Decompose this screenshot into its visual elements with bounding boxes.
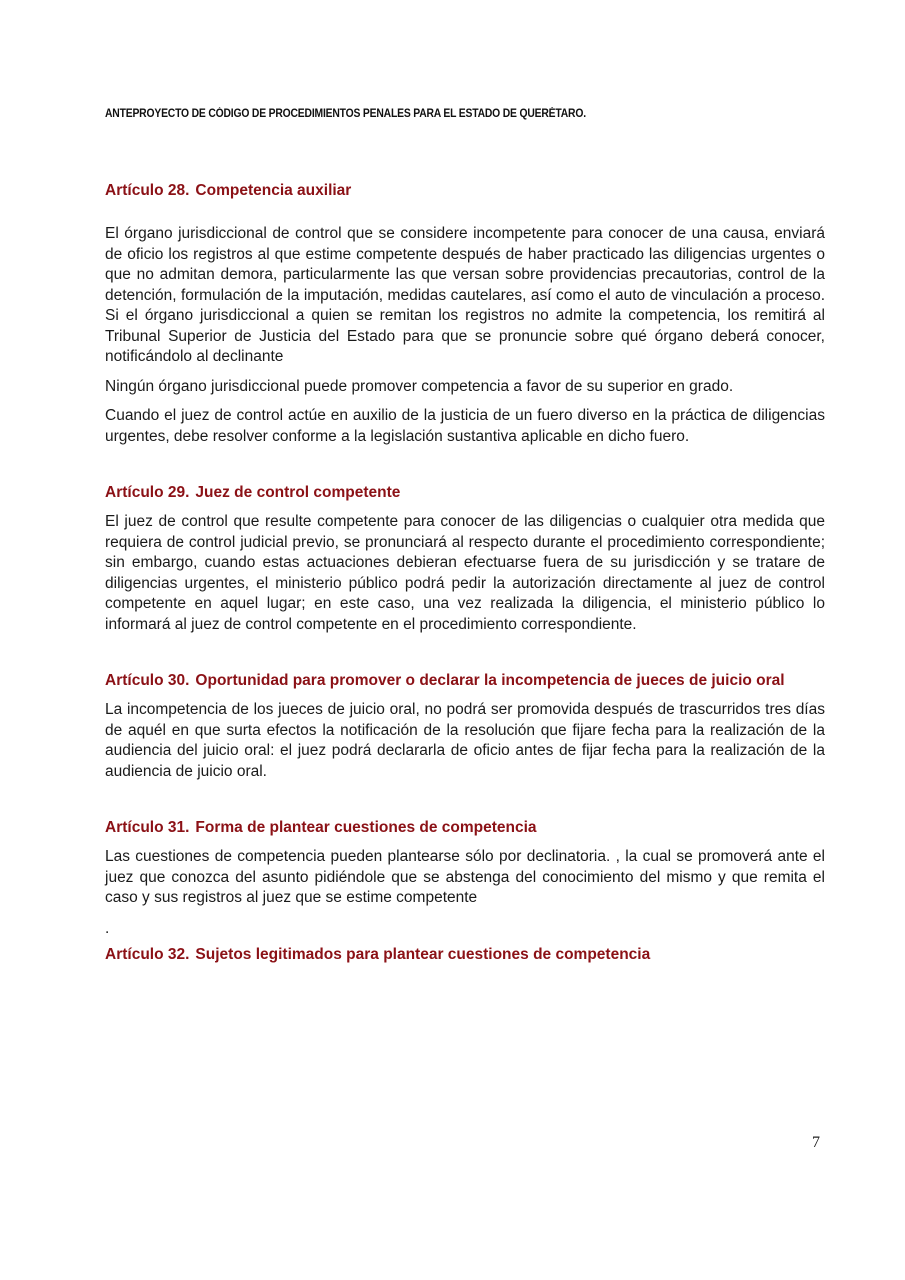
article-number: Artículo 32.: [105, 945, 190, 963]
article-heading: [105, 818, 825, 838]
article-heading: [105, 945, 825, 965]
running-header: ANTEPROYECTO DE CÓDIGO DE PROCEDIMIENTOS PENALES PARA EL ESTADO DE QUERÉTARO.: [105, 108, 586, 120]
article-number: Artículo 28.: [105, 182, 190, 199]
document-body: [105, 181, 825, 965]
article-title: Oportunidad para promover o declarar la incompetencia de jueces de juicio oral: [195, 672, 785, 689]
article-title: Juez de control competente: [195, 484, 401, 501]
article-paragraph: El juez de control que resulte competente para conocer de las diligencias o cualquier otra medida que requiera de control judicial previo, se pronunciará al respecto durante el procedimiento correspondiente; sin embargo, cuando estas actuaciones debieran efectuarse fuera de su jurisdicción y se tratare de diligencias urgentes, el ministerio público podrá pedir la autorización directamente al juez de control competente en aquel lugar; en este caso, una vez realizada la diligencia, el ministerio público lo informará al juez de control competente en el procedimiento correspondiente.: [105, 513, 825, 633]
article-paragraph: Ningún órgano jurisdiccional puede promover competencia a favor de su superior en grado.: [105, 377, 734, 395]
article-number: Artículo 30.: [105, 672, 190, 689]
article-title: Competencia auxiliar: [195, 182, 352, 199]
article-paragraph: Las cuestiones de competencia pueden plantearse sólo por declinatoria. , la cual se promoverá ante el juez que conozca del asunto pidiéndole que se abstenga del conocimiento del mismo y que remita el caso y sus registros al juez que se estime competente: [105, 848, 825, 906]
article-31: [105, 818, 825, 939]
article-28: [105, 181, 825, 447]
article-30: [105, 671, 825, 782]
article-number: Artículo 29.: [105, 484, 190, 501]
article-paragraph: El órgano jurisdiccional de control que se considere incompetente para conocer de una causa, enviará de oficio los registros al que estime competente después de haber practicado las diligencias urgentes o que no admitan demora, particularmente las que versan sobre providencias precautorias, control de la detención, formulación de la imputación, medidas cautelares, así como el auto de vinculación a proceso. Si el órgano jurisdiccional a quien se remitan los registros no admite la competencia, los remitirá al Tribunal Superior de Justicia del Estado para que se pronuncie sobre qué órgano deberá conocer, notificándolo al declinante: [105, 225, 825, 365]
article-heading: [105, 483, 825, 503]
article-paragraph: La incompetencia de los jueces de juicio oral, no podrá ser promovida después de trascurridos tres días de aquél en que surta efectos la notificación de la resolución que fijare fecha para la realización de la audiencia del juicio oral: el juez podrá declararla de oficio antes de fijar fecha para la realización de la audiencia de juicio oral.: [105, 701, 825, 780]
article-title: Sujetos legitimados para plantear cuestiones de competencia: [195, 945, 651, 963]
article-number: Artículo 31.: [105, 819, 190, 836]
page-number: 7: [812, 1134, 820, 1151]
stray-period: .: [105, 919, 110, 937]
article-heading: [105, 181, 825, 201]
article-heading: [105, 671, 825, 691]
article-32: [105, 945, 825, 965]
article-29: [105, 483, 825, 635]
article-title: Forma de plantear cuestiones de competencia: [195, 819, 537, 836]
article-paragraph: Cuando el juez de control actúe en auxilio de la justicia de un fuero diverso en la práctica de diligencias urgentes, debe resolver conforme a la legislación sustantiva aplicable en dicho fuero.: [105, 407, 825, 445]
